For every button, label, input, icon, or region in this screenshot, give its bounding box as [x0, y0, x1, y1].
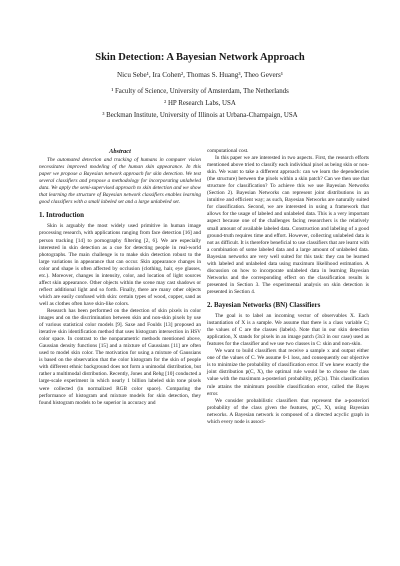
- right-column: [207, 148, 369, 426]
- abstract-text: The automated detection and tracking of humans in computer vision necessitates improved modeling of the human skin appearance. In this paper we propose a Bayesian network approach for skin detection. We test several classifiers and propose a methodology for incorporating unlabeled data. We apply the semi-supervised approach to skin detection and we show that learning the structure of Bayesian network classifiers enables learning good classifiers with a small labeled set and a large unlabeled set.: [39, 157, 201, 206]
- intro-continuation: computational cost.: [207, 148, 249, 154]
- section-1-heading: 1. Introduction: [39, 211, 84, 220]
- affiliation-2: ² HP Research Labs, USA: [164, 100, 236, 107]
- bn-paragraph-1: The goal is to label an incoming vector of observables X. Each instantiation of X is a sample. We assume that there is a class variable C; the values of C are the classes (labels). Note that in our skin detection application, X stands for pixels in an image patch (3x3 in our case) used as features for the classifier and we use two classes in C: skin and non-skin.: [207, 313, 369, 348]
- paper-title: Skin Detection: A Bayesian Network Approach: [95, 52, 305, 63]
- intro-paragraph-2: Research has been performed on the detection of skin pixels in color images and on the discrimination between skin and non-skin pixels by use of various statistical color models [9]. Saxe and Foulds [13] proposed an iterative skin identification method that uses histogram intersection in HSV color space. In contrast to the nonparametric methods mentioned above, Gaussian density functions [15] and a mixture of Gaussians [11] are often used to model skin color. The motivation for using a mixture of Gaussians is based on the observation that the color histogram for the skin of people with different ethnic background does not form a unimodal distribution, but rather a multimodal distribution. Recently, Jones and Rehg [10] conducted a large-scale experiment in which nearly 1 billion labeled skin tone pixels were collected (in normalized RGB color space). Comparing the performance of histogram and mixture models for skin detection, they found histogram models to be superior in accuracy and: [39, 307, 201, 406]
- intro-paragraph-1: Skin is arguably the most widely used primitive in human image processing research, with applications ranging from face detection [16] and person tracking [14] to pornography filtering [2, 6]. We are especially interested in skin detection as a cue for detecting people in real-world photographs. The main challenge is to make skin detection robust to the large variations in appearance that can occur. Skin appearance changes in color and shape is often affected by occlusion (clothing, hair, eye glasses, etc.). Moreover, changes in intensity, color, and location of light sources affect skin appearance. Other objects within the scene may cast shadows or reflect additional light and so forth. Finally, there are many other objects which are easily confused with skin: certain types of wood, copper, sand as well as clothes often have skin-like colors.: [39, 223, 201, 307]
- section-2-heading: 2. Bayesian Networks (BN) Classifiers: [207, 300, 321, 309]
- bn-paragraph-3: We consider probabilistic classifiers that represent the a-posteriori probability of the class given the features, p(C, X), using Bayesian networks. A Bayesian network is composed of a directed acyclic graph in which every node is associ-: [207, 397, 369, 425]
- intro-paragraph-3: In this paper we are interested in two aspects. First, the research efforts mentioned above tried to classify each individual pixel as being skin or non-skin. We want to take a different approach: can we learn the dependencies (the structure) between the pixels within a skin patch? Can we then use that structure for classification? To achieve this we use Bayesian Networks (Section 2). Bayesian Networks can represent joint distributions in an intuitive and efficient way; as such, Bayesian Networks are naturally suited for classification. Second, we are interested in using a framework that allows for the usage of labeled and unlabeled data. This is a very important aspect because one of the challenges facing researchers is the relatively small amount of available labeled data. Construction and labeling of a good ground-truth requires time and effort. However, collecting unlabeled data is not as difficult. It is therefore beneficial to use classifiers that are learnt with a combination of some labeled data and a large amount of unlabeled data. Bayesian networks are very well suited for this task: they can be learned with labeled and unlabeled data using maximum likelihood estimation. A discussion on how to incorporate unlabeled data in learning Bayesian Networks and the corresponding effect on the classification results is presented in Section 3. The experimental analysis on skin detection is presented in Section 4.: [207, 155, 369, 295]
- affiliation-3: ³ Beckman Institute, University of Illinois at Urbana-Champaign, USA: [102, 112, 298, 119]
- left-column: [39, 148, 201, 407]
- abstract-title: Abstract: [109, 148, 131, 155]
- affiliation-1: ¹ Faculty of Science, University of Amsterdam, The Netherlands: [111, 88, 289, 95]
- author-list: Nicu Sebe¹, Ira Cohen², Thomas S. Huang³, Theo Gevers¹: [116, 71, 284, 79]
- bn-paragraph-2: We want to build classifiers that receive a sample x and output either one of the values of C. We assume 0-1 loss, and consequently our objective is to minimize the probability of classification error. If we knew exactly the joint distribution p(C, X), the optimal rule would be to choose the class value with the maximum a-posteriori probability, p(C|x). This classification rule attains the minimum possible classification error, called the Bayes error.: [207, 348, 369, 397]
